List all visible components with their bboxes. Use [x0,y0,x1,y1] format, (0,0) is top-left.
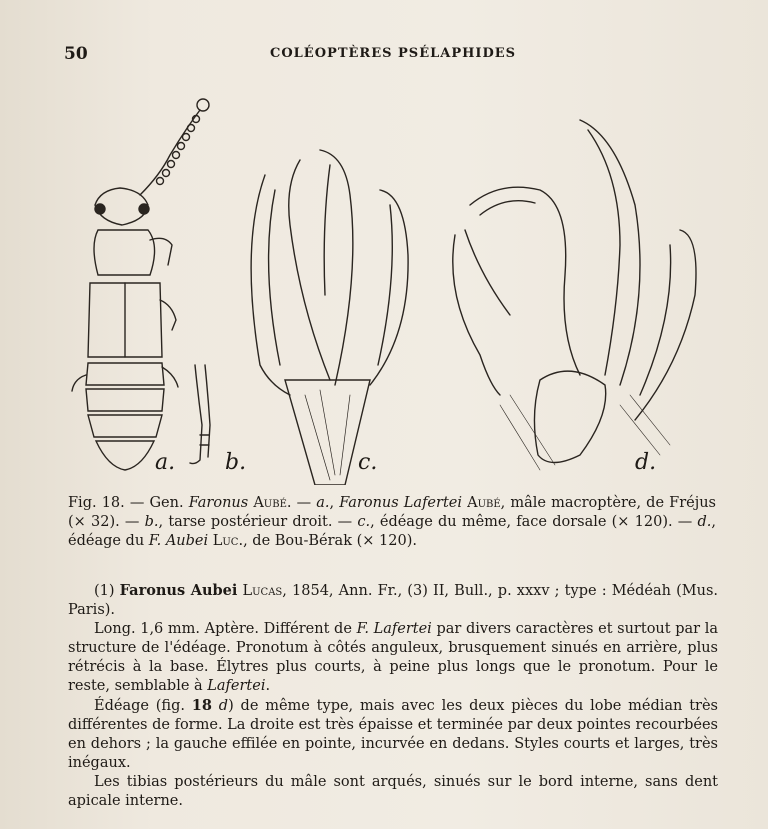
paragraph-species-heading: (1) Faronus Aubei Lucas, 1854, Ann. Fr., (3) II, Bull., p. xxxv ; type : Médéah (Mus. Paris). [68,582,719,618]
aedeagus-d-drawing [453,120,696,470]
page-number: 50 [64,44,88,64]
paragraph-tibias: Les tibias postérieurs du mâle sont arqués, sinués sur le bord interne, sans dent apicale interne. [68,774,718,809]
figure-18 [60,95,720,485]
figure-caption: Fig. 18. — Gen. Faronus Aubé. — a., Faronus Lafertei Aubé, mâle macroptère, de Fréjus (× 32). — b., tarse postérieur droit. — c., édéage du même, face dorsale (× 120). — d., édéage du F. Aubei Luc., de Bou-Bérak (× 120). [68,495,716,549]
paragraph-description: Long. 1,6 mm. Aptère. Différent de F. Lafertei par divers caractères et surtout par la structure de l'édéage. Pronotum à côtés anguleux, brusquement sinués en arrière, plus rétrécis à la base. Élytres plus courts, à peine plus longs que le pronotum. Pour le reste, semblable à Lafertei. [68,621,719,694]
figure-label-a: a. [155,450,176,475]
aedeagus-c-drawing [251,150,408,485]
figure-label-d: d. [635,450,657,475]
figure-label-c: c. [358,450,378,475]
paragraph-aedeagus: Édéage (fig. 18 d) de même type, mais avec les deux pièces du lobe médian très différentes de forme. La droite est très épaisse et terminée par deux pointes recourbées en dehors ; la gauche effilée en pointe, incurvée en dedans. Styles courts et larges, très inégaux. [68,697,718,771]
body-text [68,581,718,811]
figure-label-b: b. [225,450,247,475]
beetle-drawing [72,99,209,470]
tarsus-drawing [190,365,210,464]
running-title: COLÉOPTÈRES PSÉLAPHIDES [270,46,517,61]
figure-illustration [60,95,720,485]
